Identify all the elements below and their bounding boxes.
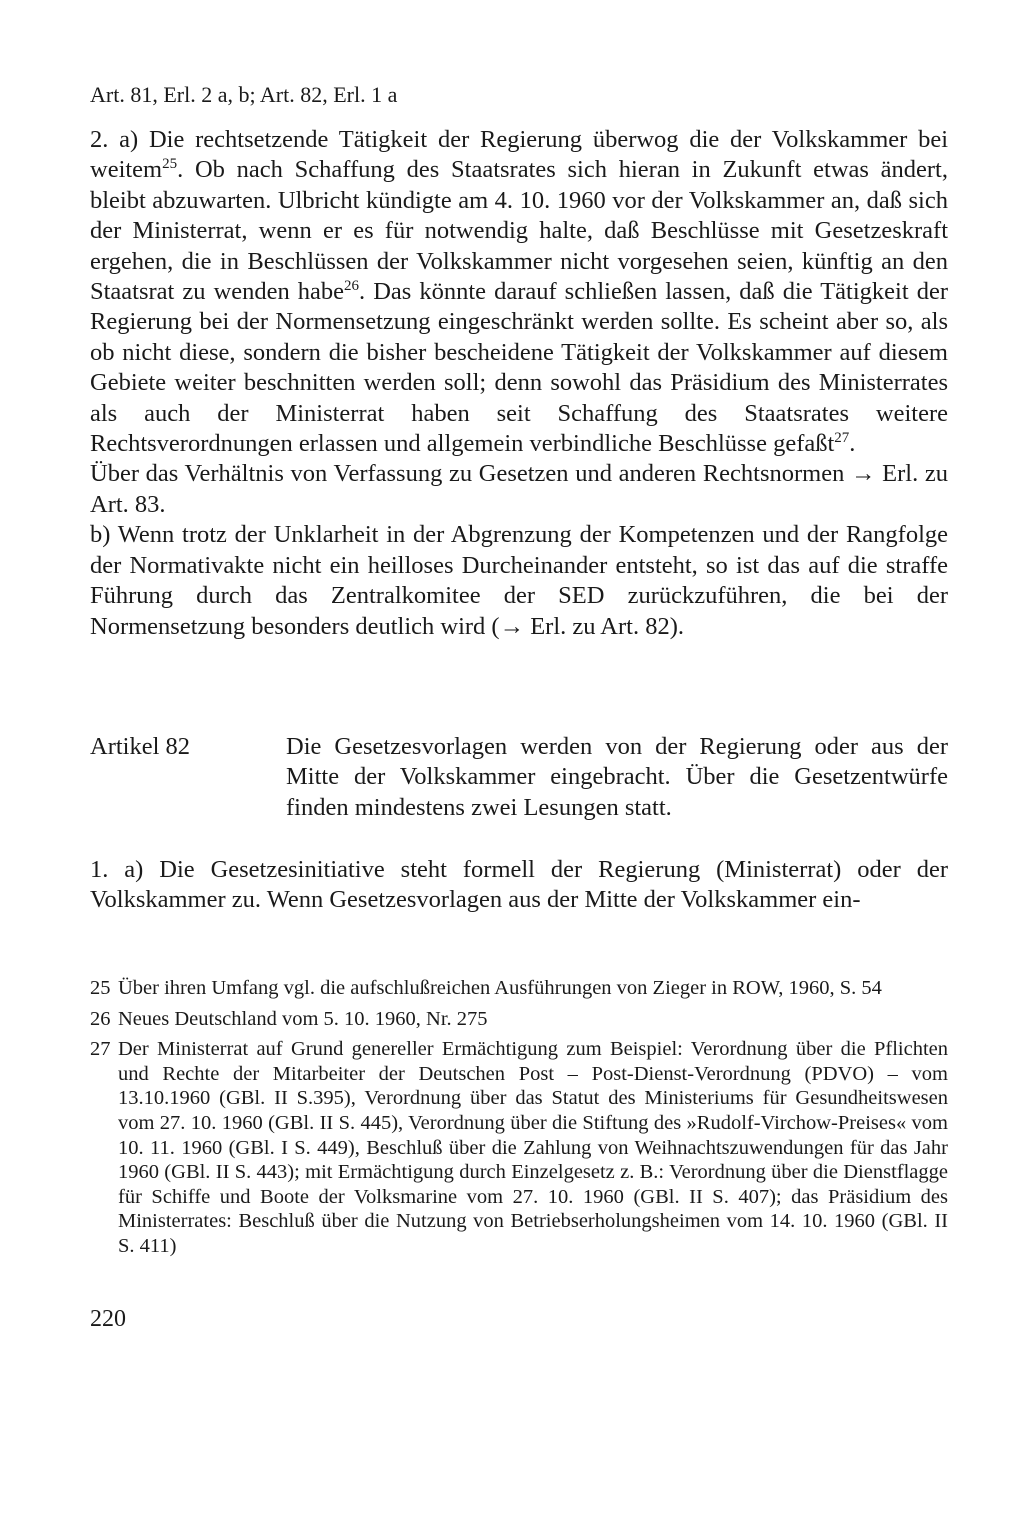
paragraph-2a-text-3: . Das könnte darauf schließen lassen, daß die Tätigkeit der Regierung bei der Normensetzung eingeschränkt werden sollte. Es scheint aber so, als ob nicht diese, sondern die bisher bescheidene Tätigkeit der Volkskammer auf diesem Gebiete weiter beschnitten werden soll; denn sowohl das Präsidium des Ministerrates als auch der Ministerrat haben seit Schaffung des Staatsrates weitere Rechtsverordnungen erlassen und allgemein verbindliche Beschlüsse gefaßt [90, 278, 948, 458]
footnote-27 [90, 1037, 948, 1258]
footnote-text: Über ihren Umfang vgl. die aufschlußreichen Ausführungen von Zieger in ROW, 1960, S. 54 [118, 977, 882, 999]
footnote-number: 26 [90, 1007, 111, 1030]
paragraph-2a-text-1: 2. a) Die rechtsetzende Tätigkeit der Regierung überwog die der Volkskammer bei weitem [90, 126, 948, 184]
paragraph-2b: b) Wenn trotz der Unklarheit in der Abgrenzung der Kompetenzen und der Rangfolge der Normativakte nicht ein heilloses Durcheinander entsteht, so ist das auf die straffe Führung durch das Zentralkomitee der SED zurückzuführen, die bei der Normensetzung besonders deutlich wird (→ Erl. zu Art. 82). [90, 521, 948, 640]
article-label: Artikel 82 [90, 733, 191, 760]
commentary-section-2 [90, 125, 948, 642]
article-text: Die Gesetzesvorlagen werden von der Regierung oder aus der Mitte der Volkskammer eingebracht. Über die Gesetzentwürfe finden mindestens zwei Lesungen statt. [286, 733, 948, 821]
footnotes [90, 976, 948, 1265]
paragraph-1a: 1. a) Die Gesetzesinitiative steht formell der Regierung (Ministerrat) oder der Volkskammer zu. Wenn Gesetzesvorlagen aus der Mitte der Volkskammer ein- [90, 856, 948, 914]
running-header: Art. 81, Erl. 2 a, b; Art. 82, Erl. 1 a [90, 82, 398, 107]
paragraph-2a-text-4: . [849, 430, 856, 458]
footnote-text: Neues Deutschland vom 5. 10. 1960, Nr. 275 [118, 1007, 488, 1030]
footnote-ref-27[interactable]: 27 [834, 430, 850, 447]
footnote-number: 25 [90, 977, 111, 999]
paragraph-verhaeltnis: Über das Verhältnis von Verfassung zu Gesetzen und anderen Rechtsnormen → Erl. zu Art. 83. [90, 460, 948, 518]
footnote-ref-26[interactable]: 26 [344, 278, 360, 295]
paragraph-2a-text-2: . Ob nach Schaffung des Staatsrates sich hieran in Zukunft etwas ändert, bleibt abzuwarten. Ulbricht kündigte am 4. 10. 1960 vor der Volkskammer an, daß sich der Ministerrat, wenn er es für notwendig halte, daß Beschlüsse mit Gesetzeskraft ergehen, die in Beschlüssen der Volkskammer nicht vorgesehen seien, künftig an den Staatsrat zu wenden habe [90, 156, 948, 306]
footnote-number: 27 [90, 1038, 111, 1061]
page-number: 220 [90, 1306, 126, 1332]
footnote-26 [90, 1007, 948, 1032]
footnote-text: Der Ministerrat auf Grund genereller Ermächtigung zum Beispiel: Verordnung über die Pflichten und Rechte der Mitarbeiter der Deutschen Post – Post-Dienst-Verordnung (PDVO) – vom 13.10.1960 (GBl. II S.395), Verordnung über das Statut des Ministeriums für Gesundheitswesen vom 27. 10. 1960 (GBl. II S. 445), Verordnung über die Stiftung des »Rudolf-Virchow-Preises« vom 10. 11. 1960 (GBl. I S. 449), Beschluß über die Zahlung von Weihnachtszuwendungen für das Jahr 1960 (GBl. II S. 443); mit Ermächtigung durch Einzelgesetz z. B.: Verordnung über die Dienstflagge für Schiffe und Boote der Volksmarine vom 27. 10. 1960 (GBl. II S. 407); das Präsidium des Ministerrates: Beschluß über die Nutzung von Betriebserholungsheimen vom 14. 10. 1960 (GBl. II S. 411) [118, 1038, 948, 1257]
footnote-ref-25[interactable]: 25 [162, 156, 178, 173]
footnote-25 [90, 976, 948, 1001]
paragraph-2a [90, 125, 948, 459]
page [90, 0, 948, 1515]
